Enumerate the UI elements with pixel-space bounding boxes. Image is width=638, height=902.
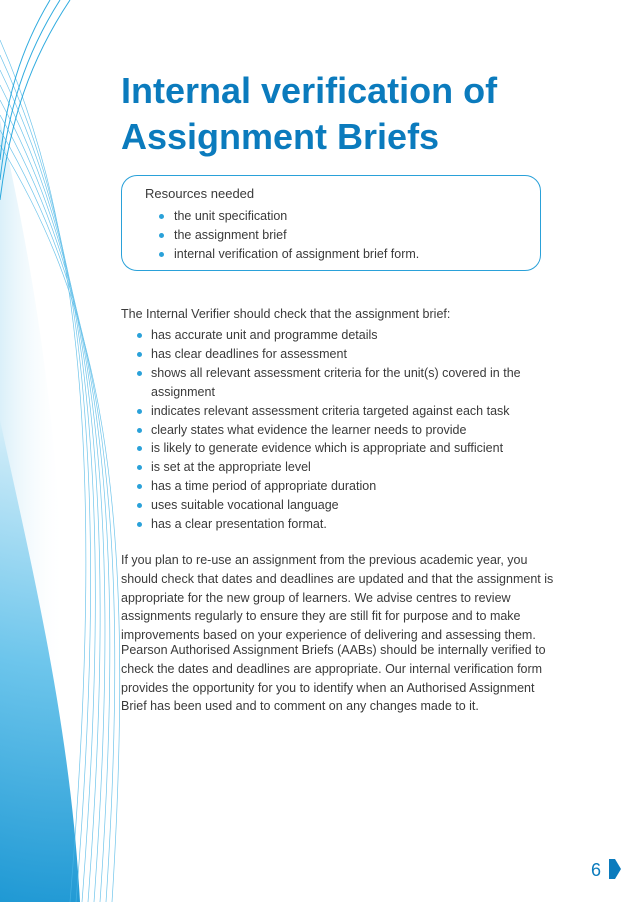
resources-box xyxy=(121,175,541,271)
resource-item: the unit specification xyxy=(159,207,419,226)
resource-item: internal verification of assignment brief form. xyxy=(159,245,419,264)
checklist-item: has clear deadlines for assessment xyxy=(137,345,547,364)
checklist-item: has accurate unit and programme details xyxy=(137,326,547,345)
reuse-paragraph: If you plan to re-use an assignment from the previous academic year, you should check that dates and deadlines are updated and that the assignment is appropriate for the new group of learners. We advise centres to review assignments regularly to ensure they are still fit for purpose and to make improvements based on your experience of delivering and assessing them. xyxy=(121,553,554,643)
page-number: 6 xyxy=(591,860,602,880)
checklist-item: shows all relevant assessment criteria for the unit(s) covered in the assignment xyxy=(137,364,547,402)
aab-paragraph: Pearson Authorised Assignment Briefs (AABs) should be internally verified to check the dates and deadlines are appropriate. Our internal verification form provides the opportunity for you to identify when an Authorised Assignment Brief has been used and to comment on any changes made to it. xyxy=(121,643,546,714)
checklist-item: clearly states what evidence the learner needs to provide xyxy=(137,421,547,440)
page-arrow-icon xyxy=(608,857,622,881)
checklist-item: has a clear presentation format. xyxy=(137,515,547,534)
resource-item: the assignment brief xyxy=(159,226,419,245)
checklist xyxy=(137,326,547,534)
checklist-item: has a time period of appropriate duration xyxy=(137,477,547,496)
page-title: Internal verification of Assignment Briefs xyxy=(121,70,498,157)
checklist-item: is set at the appropriate level xyxy=(137,458,547,477)
resources-list xyxy=(159,207,419,264)
checklist-intro: The Internal Verifier should check that the assignment brief: xyxy=(121,307,451,321)
checklist-item: uses suitable vocational language xyxy=(137,496,547,515)
checklist-item: indicates relevant assessment criteria targeted against each task xyxy=(137,402,547,421)
checklist-item: is likely to generate evidence which is appropriate and sufficient xyxy=(137,439,547,458)
resources-heading: Resources needed xyxy=(145,186,255,201)
